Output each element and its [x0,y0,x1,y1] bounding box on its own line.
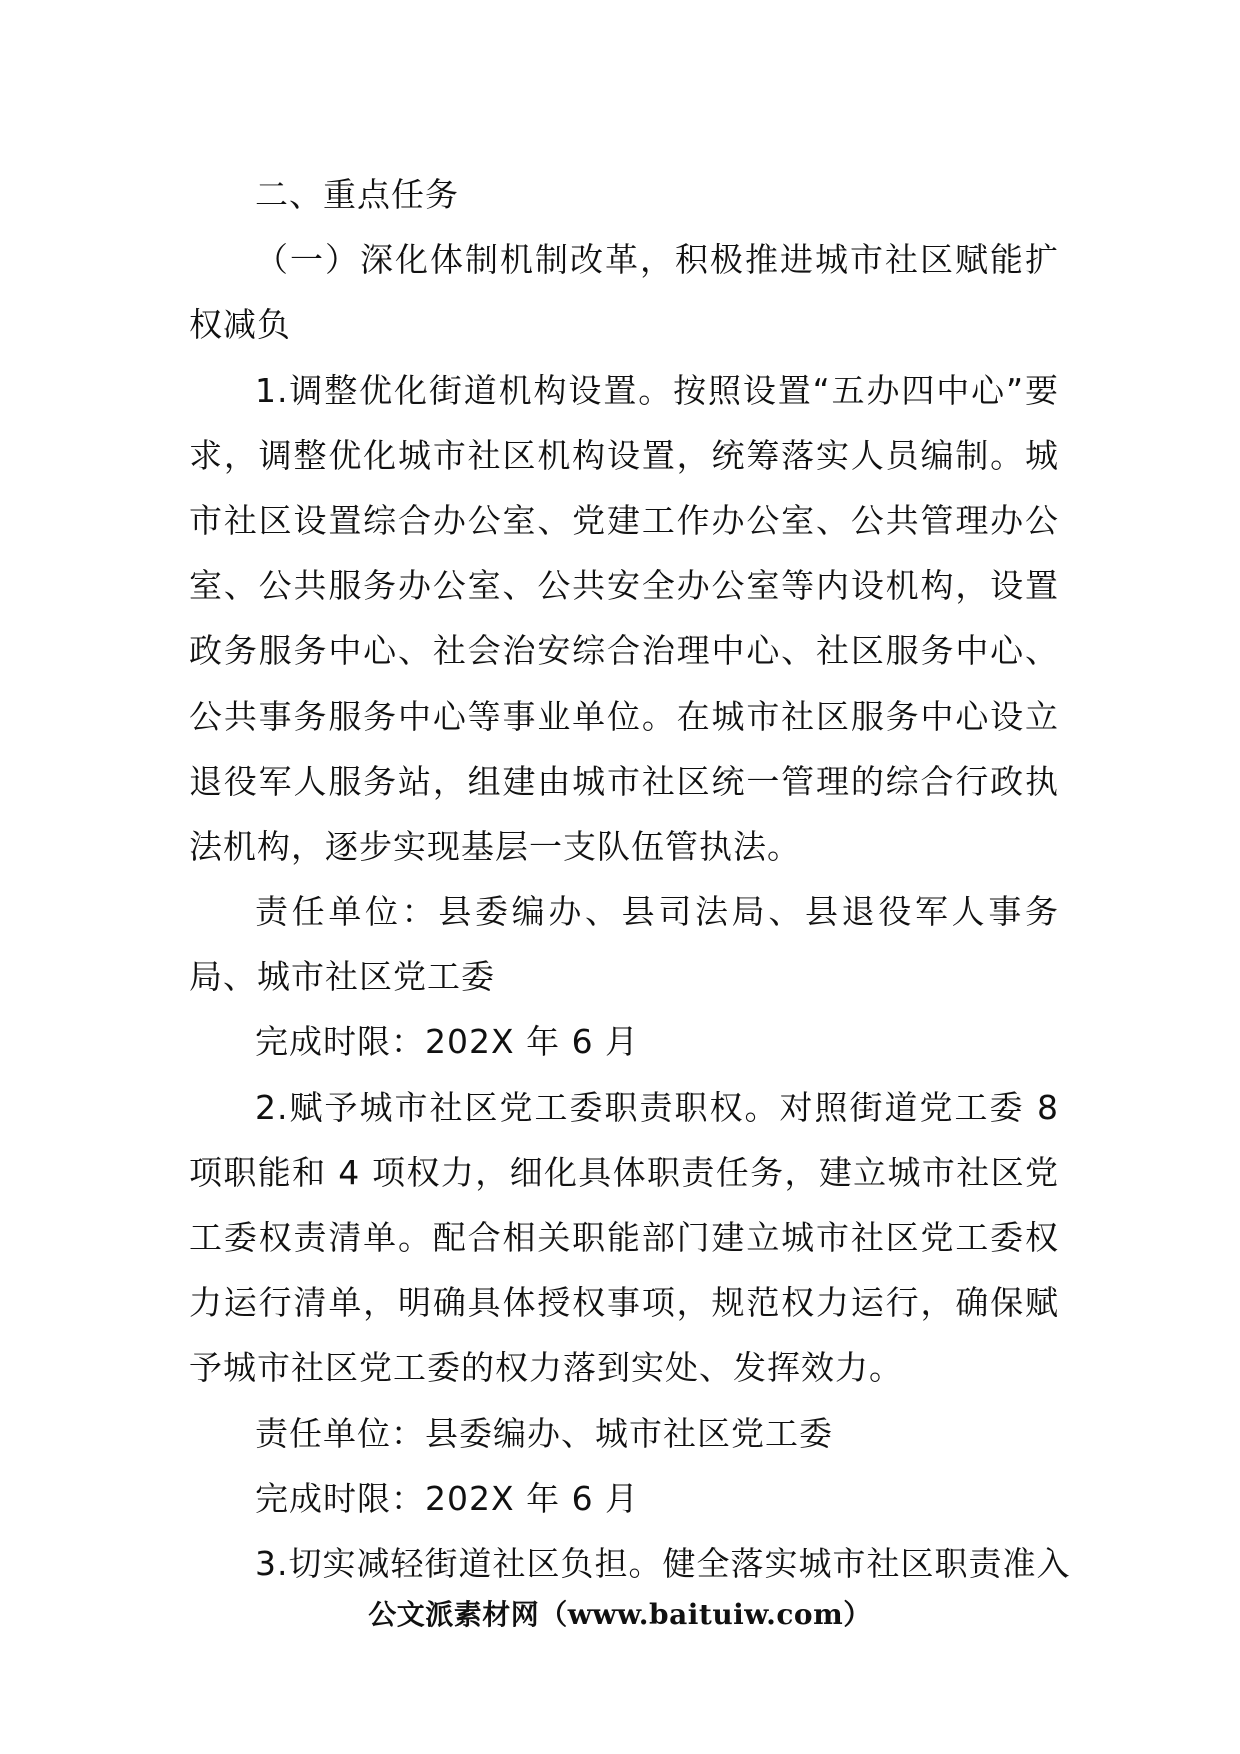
text-line: 予城市社区党工委的权力落到实处、发挥效力。 [189,1348,903,1388]
text-line: 求，调整优化城市社区机构设置，统筹落实人员编制。城 [189,435,1059,475]
text-line: 政务服务中心、社会治安综合治理中心、社区服务中心、 [189,631,1059,671]
text-line: 3.切实减轻街道社区负担。健全落实城市社区职责准入 [255,1543,1071,1583]
text-line: 1.调整优化街道机构设置。按照设置“五办四中心”要 [255,370,1059,410]
text-line: 完成时限：202X 年 6 月 [255,1022,640,1062]
text-line: 二、重点任务 [255,175,459,214]
text-line: 室、公共服务办公室、公共安全办公室等内设机构，设置 [189,566,1059,606]
text-line: 责任单位：县委编办、县司法局、县退役军人事务 [255,892,1059,932]
text-line: 法机构，逐步实现基层一支队伍管执法。 [189,826,801,866]
document-body [189,162,1071,1596]
text-line: 2.赋予城市社区党工委职责职权。对照街道党工委 8 [255,1087,1059,1127]
text-line: 力运行清单，明确具体授权事项，规范权力运行，确保赋 [189,1283,1059,1323]
text-line: 公共事务服务中心等事业单位。在城市社区服务中心设立 [189,696,1059,736]
text-line: （一）深化体制机制改革，积极推进城市社区赋能扩 [255,240,1059,280]
text-line: 权减负 [189,305,291,345]
text-line: 项职能和 4 项权力，细化具体职责任务，建立城市社区党 [189,1152,1059,1192]
text-line: 退役军人服务站，组建由城市社区统一管理的综合行政执 [189,761,1059,801]
text-line: 责任单位：县委编办、城市社区党工委 [255,1413,833,1453]
text-line: 完成时限：202X 年 6 月 [255,1478,640,1518]
text-line: 局、城市社区党工委 [189,957,495,997]
footer-watermark: 公文派素材网（www.baituiw.com） [368,1598,872,1631]
text-line: 市社区设置综合办公室、党建工作办公室、公共管理办公 [189,500,1059,540]
text-line: 工委权责清单。配合相关职能部门建立城市社区党工委权 [189,1218,1059,1257]
